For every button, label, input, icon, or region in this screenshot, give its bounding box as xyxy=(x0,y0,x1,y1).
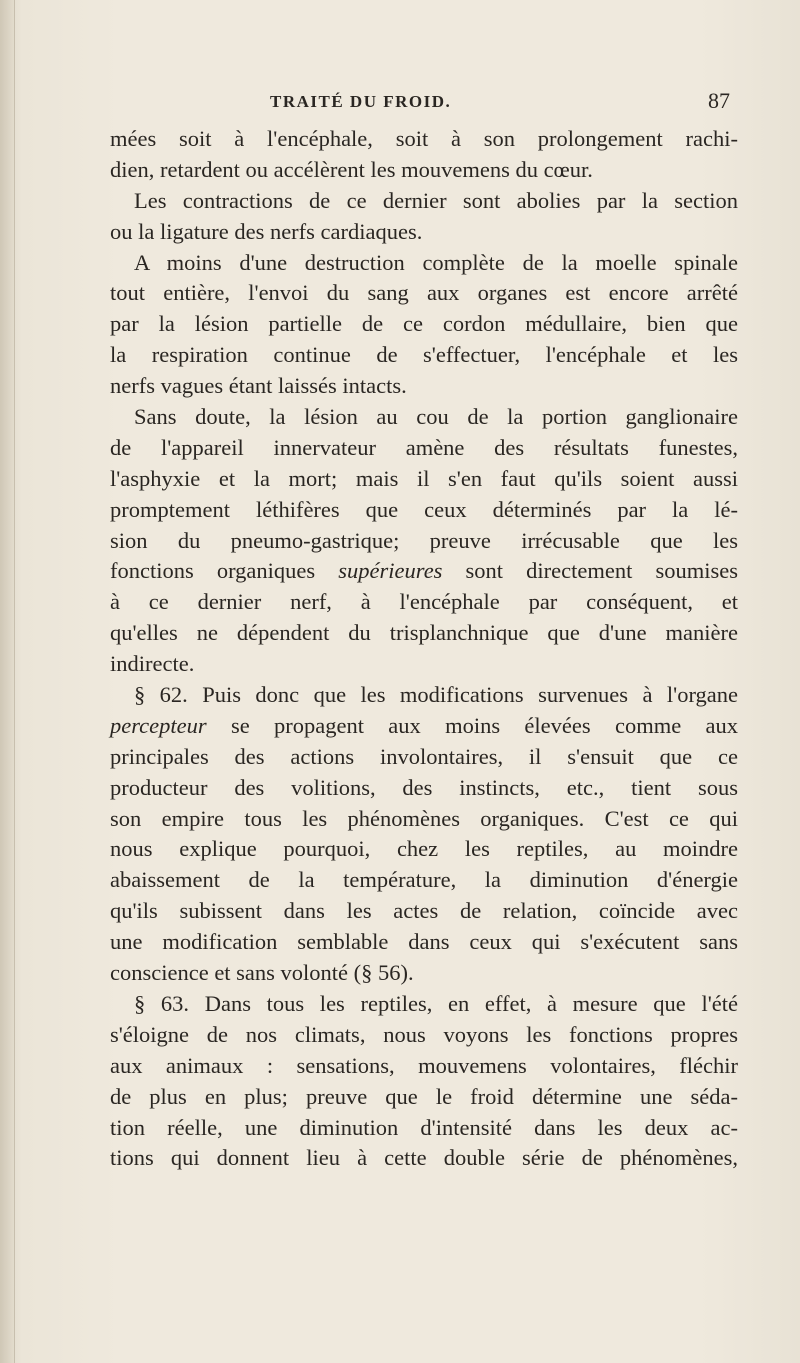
text-line: fonctions organiques supérieures sont directement soumises xyxy=(110,558,738,584)
text-line: dien, retardent ou accélèrent les mouvemens du cœur. xyxy=(110,156,593,182)
running-header xyxy=(110,88,730,118)
text-line: mées soit à l'encéphale, soit à son prolongement rachi- xyxy=(110,126,738,151)
text-line: de l'appareil innervateur amène des résultats funestes, xyxy=(110,434,738,460)
text-line: tout entière, l'envoi du sang aux organes est encore arrêté xyxy=(110,280,738,306)
text-line: aux animaux : sensations, mouvemens volontaires, fléchir xyxy=(110,1052,738,1078)
text-line: indirecte. xyxy=(110,651,195,677)
text-line: producteur des volitions, des instincts, etc., tient sous xyxy=(110,774,738,800)
text-line: tions qui donnent lieu à cette double série de phénomènes, xyxy=(110,1145,738,1171)
running-title: TRAITÉ DU FROID. xyxy=(270,92,452,111)
text-line: Les contractions de ce dernier sont abolies par la section xyxy=(134,187,738,213)
text-line: § 63. Dans tous les reptiles, en effet, à mesure que l'été xyxy=(134,990,738,1016)
binding-gutter xyxy=(0,0,15,1363)
text-line: promptement léthifères que ceux déterminés par la lé- xyxy=(110,496,738,522)
text-line: Sans doute, la lésion au cou de la portion ganglionaire xyxy=(134,404,738,430)
text-line: nous explique pourquoi, chez les reptiles, au moindre xyxy=(110,836,738,862)
italic-term: percepteur xyxy=(110,712,207,738)
text-line: sion du pneumo-gastrique; preuve irrécusable que les xyxy=(110,527,738,553)
text-line: principales des actions involontaires, il s'ensuit que ce xyxy=(110,743,738,769)
text-line: abaissement de la température, la diminution d'énergie xyxy=(110,867,738,893)
text-line: nerfs vagues étant laissés intacts. xyxy=(110,373,407,399)
text-line: § 62. Puis donc que les modifications survenues à l'organe xyxy=(134,682,738,708)
italic-term: supérieures xyxy=(338,558,443,584)
text-line: l'asphyxie et la mort; mais il s'en faut qu'ils soient aussi xyxy=(110,465,738,491)
text-line: à ce dernier nerf, à l'encéphale par conséquent, et xyxy=(110,589,738,615)
text-line: une modification semblable dans ceux qui s'exécutent sans xyxy=(110,929,738,955)
text-line: ou la ligature des nerfs cardiaques. xyxy=(110,218,423,244)
text-line: percepteur se propagent aux moins élevées comme aux xyxy=(110,712,738,738)
text-line: son empire tous les phénomènes organiques. C'est ce qui xyxy=(110,805,738,831)
text-line: par la lésion partielle de ce cordon médullaire, bien que xyxy=(110,311,738,337)
text-line: qu'ils subissent dans les actes de relation, coïncide avec xyxy=(110,898,738,924)
body-text xyxy=(110,124,738,1174)
text-line: tion réelle, une diminution d'intensité dans les deux ac- xyxy=(110,1114,738,1140)
text-line: la respiration continue de s'effectuer, l'encéphale et les xyxy=(110,342,738,368)
text-line: qu'elles ne dépendent du trisplanchnique que d'une manière xyxy=(110,620,738,646)
page-number: 87 xyxy=(708,88,730,113)
text-line: conscience et sans volonté (§ 56). xyxy=(110,960,414,986)
text-line: de plus en plus; preuve que le froid détermine une séda- xyxy=(110,1083,738,1109)
text-line: s'éloigne de nos climats, nous voyons les fonctions propres xyxy=(110,1021,738,1047)
text-line: A moins d'une destruction complète de la moelle spinale xyxy=(134,249,738,275)
